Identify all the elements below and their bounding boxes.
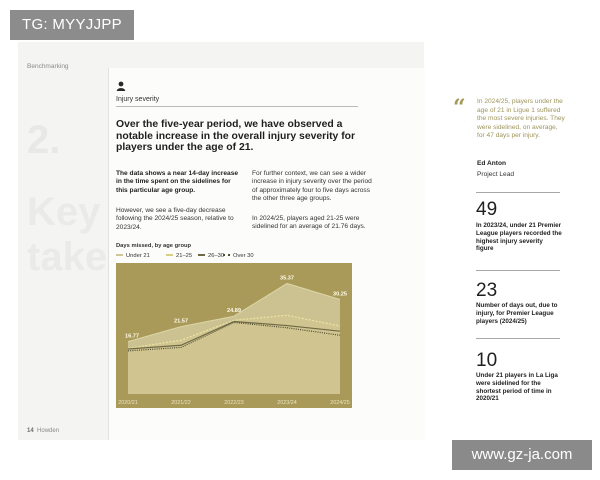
user-icon <box>116 81 126 91</box>
page-brand: Howden <box>37 428 60 434</box>
quote-mark-icon: “ <box>453 95 466 121</box>
data-label: 21.57 <box>174 318 188 325</box>
legend-item: 21–25 <box>166 253 192 259</box>
stat-text: In 2023/24, under 21 Premier League players recorded the highest injury severity figure <box>476 222 562 253</box>
x-tick-label: 2022/23 <box>224 400 244 406</box>
paragraph-2: However, we see a five-day decrease following the 2024/25 season, relative to 2023/24. <box>116 207 234 231</box>
divider <box>476 338 560 339</box>
chart-title: Days missed, by age group <box>116 243 192 249</box>
divider <box>116 106 358 107</box>
page-footer <box>27 428 59 434</box>
tag-badge: TG: MYYJJPP <box>10 10 134 40</box>
days-missed-chart <box>116 263 352 408</box>
data-label: 16.77 <box>125 333 139 340</box>
paragraph-1: The data shows a near 14-day increase in the time spent on the sidelines for this particular age group. <box>116 170 239 194</box>
chart-legend <box>116 253 356 261</box>
chapter-number: 2. <box>27 118 61 162</box>
section-label: Benchmarking <box>27 63 69 70</box>
divider <box>476 270 560 271</box>
paragraph-4: In 2024/25, players aged 21-25 were sidelined for an average of 21.76 days. <box>252 215 366 231</box>
divider <box>476 192 560 193</box>
chapter-title-line1: Key <box>27 190 101 234</box>
stat-text: Number of days out, due to injury, for Premier League players (2024/25) <box>476 302 558 325</box>
chapter-title-line2: take <box>27 235 108 279</box>
legend-item: Over 30 <box>223 253 254 259</box>
stat-number: 49 <box>476 199 498 220</box>
data-label: 35.37 <box>280 275 294 282</box>
page-number: 14 <box>27 428 34 434</box>
data-label: 30.25 <box>333 291 347 298</box>
x-tick-label: 2024/25 <box>330 400 350 406</box>
panel-headline: Over the five-year period, we have observed a notable increase in the overall injury severity for players under the age of 21. <box>116 119 356 154</box>
x-tick-label: 2021/22 <box>171 400 191 406</box>
pull-quote: In 2024/25, players under the age of 21 in Ligue 1 suffered the most severe injuries. They were sidelined, on average, for 47 days per injury. <box>477 98 565 140</box>
legend-item: 26–30 <box>198 253 224 259</box>
x-tick-label: 2023/24 <box>277 400 297 406</box>
stat-number: 23 <box>476 280 498 301</box>
paragraph-3: For further context, we can see a wider increase in injury severity over the period of approximately four to five days across the other three age groups. <box>252 170 372 202</box>
panel-label: Injury severity <box>116 96 160 103</box>
watermark: www.gz-ja.com <box>452 440 592 470</box>
stat-text: Under 21 players in La Liga were sidelined for the shortest period of time in 2020/21 <box>476 372 558 403</box>
x-tick-label: 2020/21 <box>118 400 138 406</box>
data-label: 24.89 <box>227 308 241 315</box>
legend-item: Under 21 <box>116 253 150 259</box>
stat-number: 10 <box>476 350 498 371</box>
quote-author: Ed Anton <box>477 160 507 167</box>
quote-role: Project Lead <box>477 171 515 178</box>
